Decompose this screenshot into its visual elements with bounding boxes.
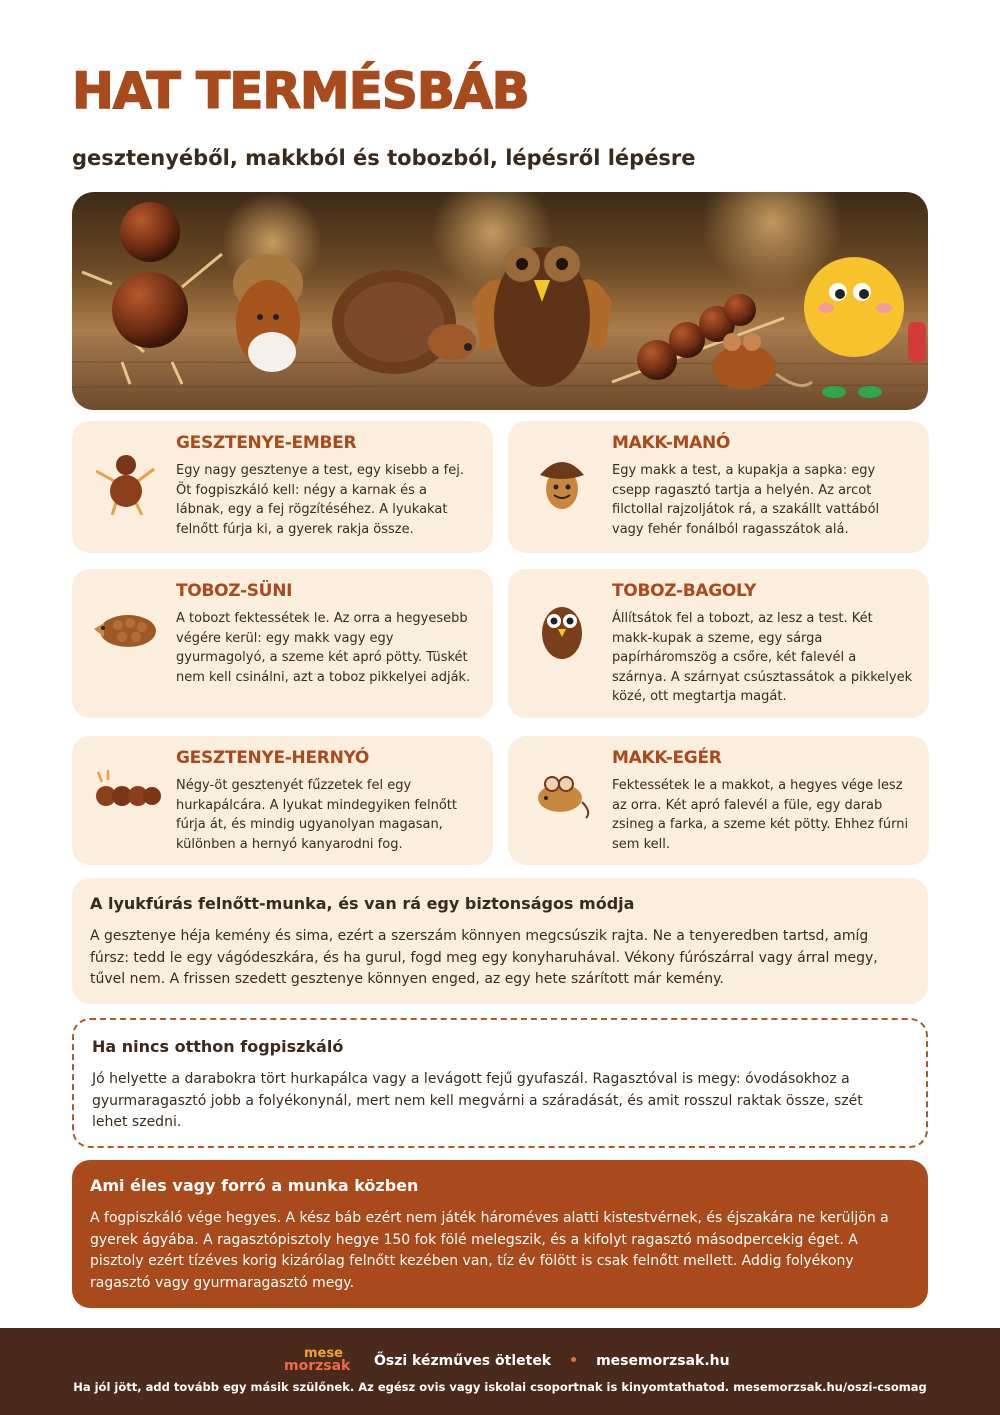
craft-figures-photo	[72, 192, 928, 410]
acorn-mouse-icon	[526, 758, 598, 830]
safety-text: A fogpiszkáló vége hegyes. A kész báb ezért nem játék hároméves alatti kistestvérnek, és éjszakára ne kerüljön a gyerek ágyába. A ragasztópisztoly hegye 150 fok fölé melegszik, és a kifolyt ragasztó másodpercekig éget. A pisztoly ezért tízéves korig kizárólag felnőtt kezében van, tíz év fölött is csak felnőtt mellett. Addig folyékony ragasztó vagy gyurmaragasztó megy.	[90, 1210, 889, 1291]
card-text: Egy makk a test, a kupakja a sapka: egy csepp ragasztó tartja a helyén. Az arcot filctollal rajzoljátok rá, a szakállt vattából vagy fehér fonálból ragasszátok alá.	[612, 463, 880, 537]
mesemorzsak-logo[interactable]	[284, 1346, 356, 1376]
toothpick-title: Ha nincs otthon fogpiszkáló	[92, 1037, 344, 1056]
page-title: HAT TERMÉSBÁB	[72, 62, 529, 120]
logo-text-top: mese	[304, 1346, 343, 1361]
drilling-box	[72, 878, 928, 1004]
card-makk-mano	[508, 421, 929, 553]
pinecone-owl-icon	[526, 591, 598, 663]
drilling-title: A lyukfúrás felnőtt-munka, és van rá egy biztonságos módja	[90, 894, 635, 913]
card-text: A tobozt fektessétek le. Az orra a hegyesebb végére kerül: egy makk vagy egy gyurmagolyó, a szeme két apró pötty. Tüskét nem kell csinálni, azt a toboz pikkelyei adják.	[176, 611, 471, 685]
card-gesztenye-ember	[72, 421, 493, 553]
drilling-text: A gesztenye héja kemény és sima, ezért a szerszám könnyen megcsúszik rajta. Ne a tenyeredben tartsd, amíg fúrsz: tedd le egy vágódeszkára, és ha gurul, fogd meg egy konyharuhával. Vékony fúrószárral vagy árral megy, tűvel nem. A frissen szedett gesztenye könnyen enged, az egy hete szárított már kemény.	[90, 928, 878, 987]
card-text: Négy-öt gesztenyét fűzzetek fel egy hurkapálcára. A lyukat mindegyiken felnőtt fúrja át, és mindig ugyanolyan magasan, különben a hernyó kanyarodni fog.	[176, 778, 458, 852]
card-title: TOBOZ-SÜNI	[176, 581, 293, 601]
card-makk-eger	[508, 736, 929, 865]
card-text: Egy nagy gesztenye a test, egy kisebb a fej. Öt fogpiszkáló kell: négy a karnak és a lábnak, egy a fej rögzítéséhez. A lyukakat felnőtt fúrja ki, a gyerek rakja össze.	[176, 463, 464, 537]
acorn-gnome-icon	[526, 443, 598, 515]
safety-title: Ami éles vagy forró a munka közben	[90, 1176, 419, 1195]
footer-note-text: Ha jól jött, add tovább egy másik szülőnek. Az egész ovis vagy iskolai csoportnak is kinyomtathatod.	[73, 1380, 730, 1394]
card-title: GESZTENYE-EMBER	[176, 433, 357, 453]
card-text: Fektessétek le a makkot, a hegyes vége lesz az orra. Két apró falevél a füle, egy darab zsineg a farka, a szeme két pötty. Ehhez fúrni sem kell.	[612, 778, 909, 852]
footer-note-link[interactable]: mesemorzsak.hu/oszi-csomag	[733, 1380, 927, 1394]
card-gesztenye-hernyo	[72, 736, 493, 865]
card-toboz-bagoly	[508, 569, 929, 718]
footer-row	[284, 1346, 730, 1376]
footer	[0, 1328, 1000, 1415]
page-subtitle: gesztenyéből, makkból és tobozból, lépésről lépésre	[72, 146, 696, 170]
card-title: MAKK-MANÓ	[612, 433, 731, 453]
card-title: TOBOZ-BAGOLY	[612, 581, 756, 601]
card-text: Állítsátok fel a tobozt, az lesz a test. Két makk-kupak a szeme, egy sárga papírháromszög a csőre, két falevél a szárnya. A szárnyat csúsztassátok a pikkelyek közé, ott megtartja magát.	[612, 611, 913, 705]
pinecone-hedgehog-icon	[90, 591, 162, 663]
logo-text-bottom: morzsak	[284, 1358, 351, 1374]
toothpick-text: Jó helyette a darabokra tört hurkapálca vagy a levágott fejű gyufaszál. Ragasztóval is megy: óvodásokhoz a gyurmaragasztó jobb a folyékonynál, mert nem kell megvárni a száradását, és amit rosszul raktak össze, szét lehet szedni.	[92, 1071, 863, 1130]
chestnut-man-icon	[90, 443, 162, 515]
toothpick-box	[72, 1018, 928, 1148]
footer-site-link[interactable]: mesemorzsak.hu	[596, 1353, 730, 1369]
footer-label: Őszi kézműves ötletek	[374, 1353, 552, 1369]
card-title: MAKK-EGÉR	[612, 748, 722, 768]
hero-photo	[72, 192, 928, 410]
card-toboz-suni	[72, 569, 493, 718]
footer-note	[0, 1380, 1000, 1394]
chestnut-caterpillar-icon	[90, 758, 162, 830]
card-title: GESZTENYE-HERNYÓ	[176, 748, 370, 768]
safety-box	[72, 1160, 928, 1308]
footer-separator: •	[569, 1353, 579, 1369]
